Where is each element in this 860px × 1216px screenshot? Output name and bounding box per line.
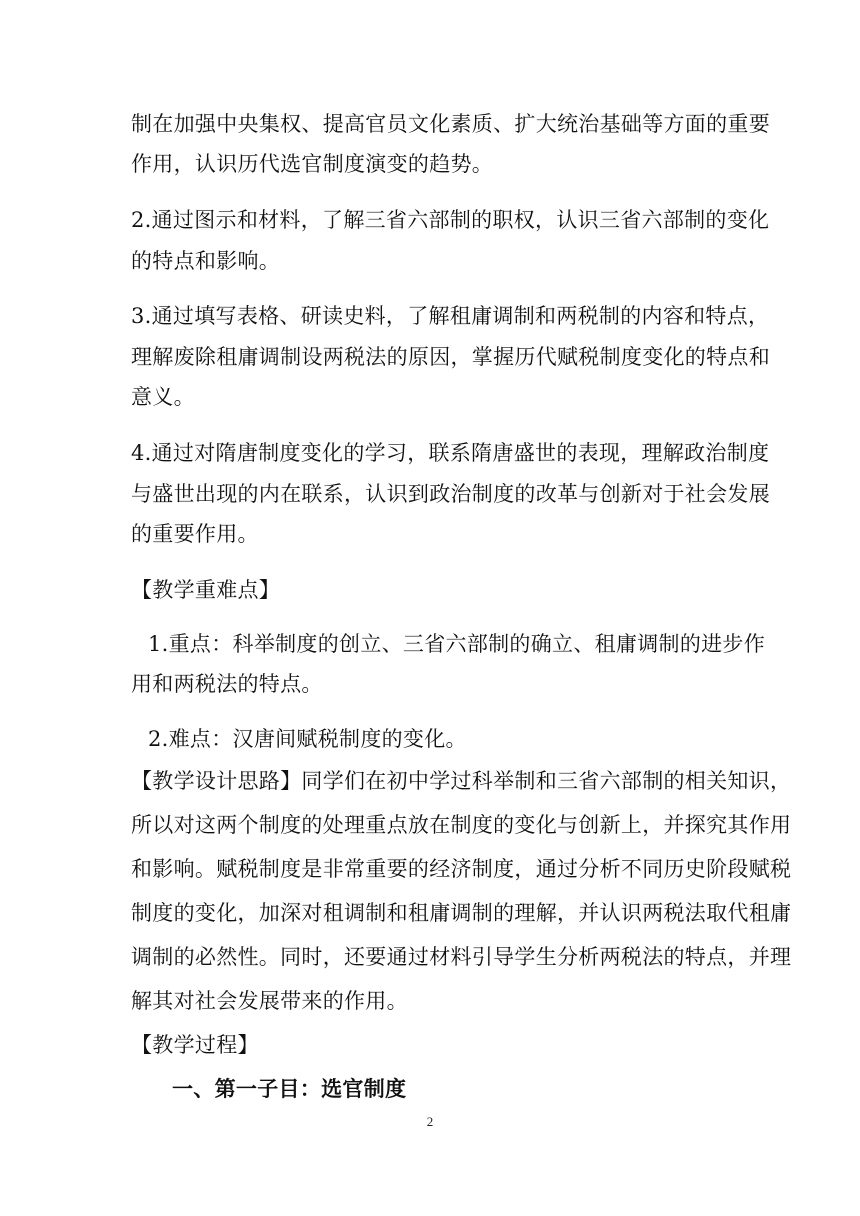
design-idea-line: 制度的变化，加深对租调制和租庸调制的理解，并认识两税法取代租庸 <box>131 901 792 925</box>
page-number: 2 <box>426 1114 434 1129</box>
design-idea-line: 解其对社会发展带来的作用。 <box>131 989 408 1013</box>
design-idea-line: 和影响。赋税制度是非常重要的经济制度，通过分析不同历史阶段赋税 <box>131 857 792 881</box>
section-heading-process: 【教学过程】 <box>131 1033 259 1057</box>
objective-4-line: 与盛世出现的内在联系，认识到政治制度的改革与创新对于社会发展 <box>131 482 770 506</box>
objective-3-line: 意义。 <box>131 385 195 409</box>
design-idea-line: 调制的必然性。同时，还要通过材料引导学生分析两税法的特点，并理 <box>131 945 792 969</box>
subsection-heading: 一、第一子目：选官制度 <box>172 1077 407 1101</box>
difficult-point-line: 2.难点：汉唐间赋税制度的变化。 <box>148 727 467 751</box>
objective-3-line: 3.通过填写表格、研读史料，了解租庸调制和两税制的内容和特点， <box>131 304 770 328</box>
design-idea-line: 所以对这两个制度的处理重点放在制度的变化与创新上，并探究其作用 <box>131 813 792 837</box>
design-idea-line: 【教学设计思路】同学们在初中学过科举制和三省六部制的相关知识， <box>131 769 792 793</box>
section-heading-key-points: 【教学重难点】 <box>131 578 281 602</box>
objective-2-line: 2.通过图示和材料，了解三省六部制的职权，认识三省六部制的变化 <box>131 208 770 232</box>
paragraph-line: 作用，认识历代选官制度演变的趋势。 <box>131 152 494 176</box>
paragraph-line: 制在加强中央集权、提高官员文化素质、扩大统治基础等方面的重要 <box>131 112 770 136</box>
key-point-line: 1.重点：科举制度的创立、三省六部制的确立、租庸调制的进步作 <box>148 632 766 656</box>
objective-3-line: 理解废除租庸调制设两税法的原因，掌握历代赋税制度变化的特点和 <box>131 345 770 369</box>
objective-4-line: 的重要作用。 <box>131 522 259 546</box>
objective-4-line: 4.通过对隋唐制度变化的学习，联系隋唐盛世的表现，理解政治制度 <box>131 441 770 465</box>
key-point-line: 用和两税法的特点。 <box>131 672 323 696</box>
objective-2-line: 的特点和影响。 <box>131 249 281 273</box>
